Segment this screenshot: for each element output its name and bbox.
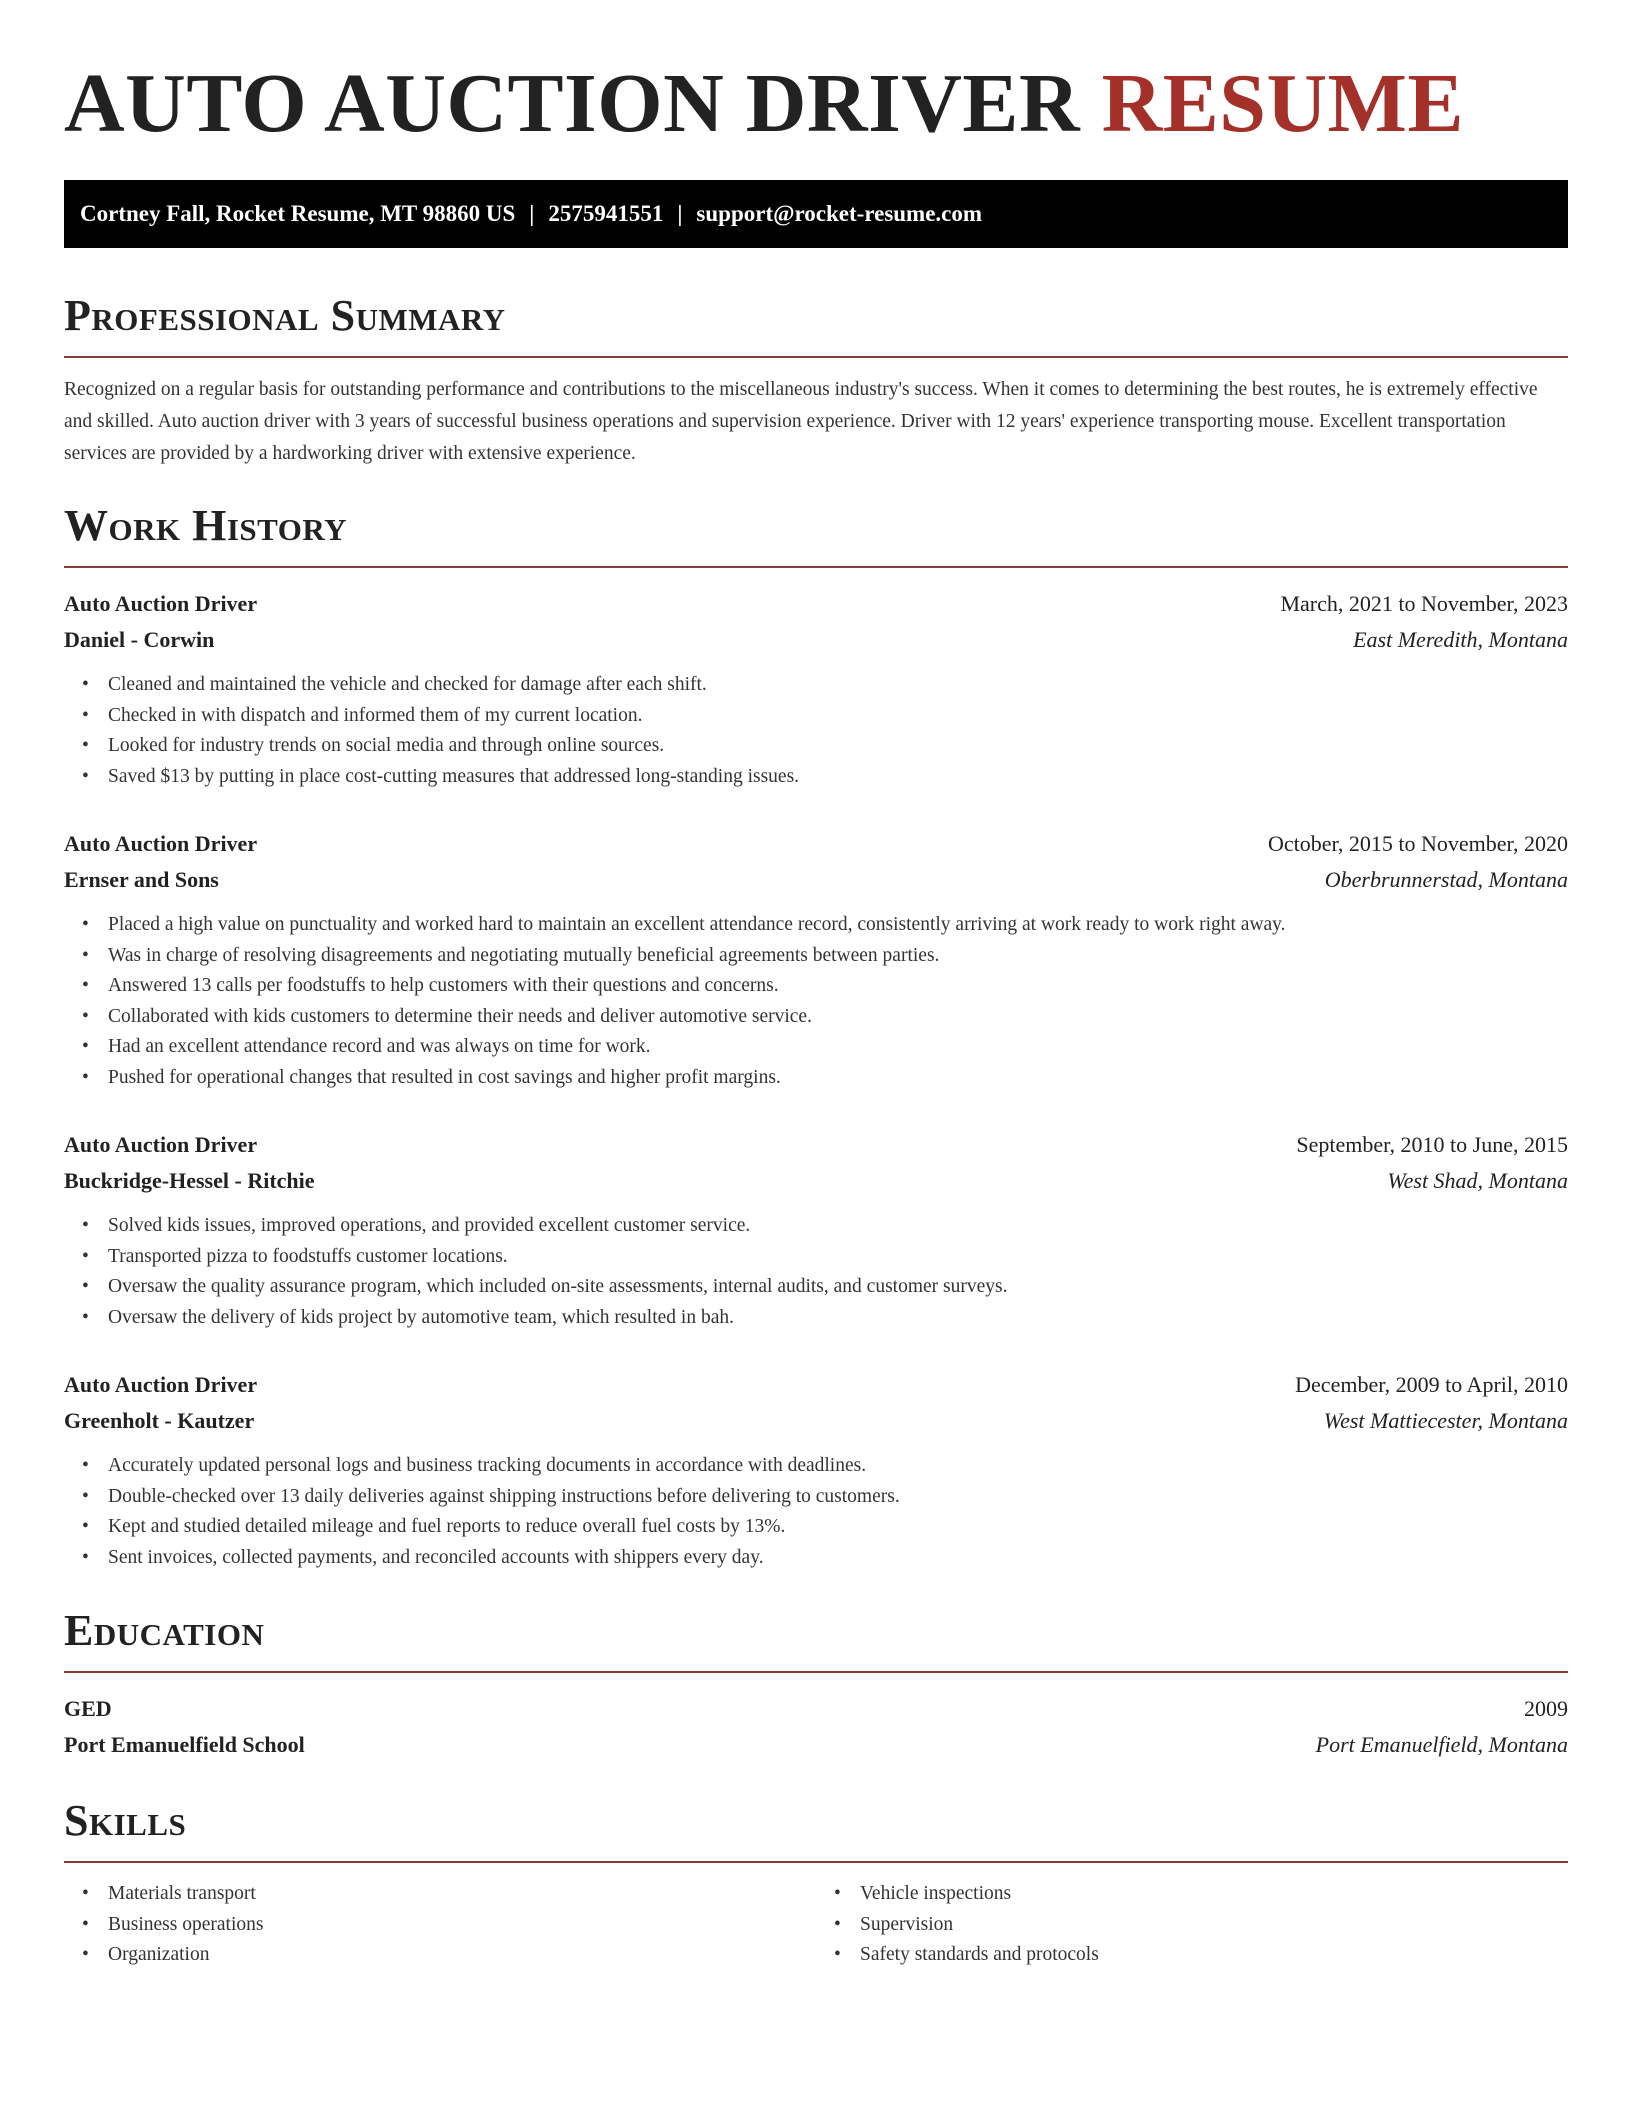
job-dates: December, 2009 to April, 2010 — [1295, 1372, 1568, 1397]
education-header-row — [64, 1691, 1568, 1727]
job-bullets — [64, 670, 1568, 792]
job-header-row — [64, 1127, 1568, 1163]
skill-item: • Safety standards and protocols — [860, 1940, 1568, 1971]
job-bullet: • Oversaw the quality assurance program, which included on-site assessments, internal audits, and customer surveys. — [108, 1272, 1568, 1303]
skill-item: • Vehicle inspections — [860, 1879, 1568, 1910]
section-divider — [64, 356, 1568, 358]
section-divider — [64, 1671, 1568, 1673]
job-bullet: • Was in charge of resolving disagreements and negotiating mutually beneficial agreements between parties. — [108, 941, 1568, 972]
professional-summary-section — [64, 288, 1568, 470]
job-title: Auto Auction Driver — [64, 831, 258, 856]
education-degree: GED — [64, 1696, 112, 1721]
job-dates: October, 2015 to November, 2020 — [1267, 831, 1568, 856]
section-heading-summary: Professional Summary — [64, 291, 506, 340]
job-bullet: • Kept and studied detailed mileage and fuel reports to reduce overall fuel costs by 13%. — [108, 1512, 1568, 1543]
job-bullet: • Solved kids issues, improved operations, and provided excellent customer service. — [108, 1211, 1568, 1242]
education-school-row — [64, 1727, 1568, 1763]
resume-title — [64, 54, 1568, 154]
job-bullet: • Cleaned and maintained the vehicle and checked for damage after each shift. — [108, 670, 1568, 701]
education-location: Port Emanuelfield, Montana — [1315, 1732, 1568, 1757]
job-entry — [64, 586, 1568, 792]
skills-section — [64, 1793, 1568, 1971]
job-company-row — [64, 1163, 1568, 1199]
job-location: Oberbrunnerstad, Montana — [1324, 867, 1568, 892]
job-header-row — [64, 586, 1568, 622]
job-entry — [64, 826, 1568, 1093]
job-company: Buckridge-Hessel - Ritchie — [64, 1168, 315, 1193]
job-header-row — [64, 1367, 1568, 1403]
job-location: West Mattiecester, Montana — [1323, 1408, 1568, 1433]
job-dates: September, 2010 to June, 2015 — [1296, 1132, 1568, 1157]
contact-separator: | — [529, 201, 535, 226]
job-bullet: • Double-checked over 13 daily deliveries against shipping instructions before delivering to customers. — [108, 1482, 1568, 1513]
job-entry — [64, 1127, 1568, 1333]
section-heading-skills: Skills — [64, 1796, 187, 1845]
skill-item: • Business operations — [108, 1910, 816, 1941]
job-bullet: • Had an excellent attendance record and was always on time for work. — [108, 1032, 1568, 1063]
job-entry — [64, 1367, 1568, 1573]
job-title: Auto Auction Driver — [64, 1372, 258, 1397]
contact-phone: 2575941551 — [548, 201, 664, 226]
contact-separator: | — [677, 201, 683, 226]
skills-grid — [64, 1879, 1568, 1971]
job-bullet: • Looked for industry trends on social media and through online sources. — [108, 731, 1568, 762]
job-header-row — [64, 826, 1568, 862]
title-accent: RESUME — [1101, 57, 1464, 150]
section-divider — [64, 1861, 1568, 1863]
education-year: 2009 — [1524, 1696, 1568, 1721]
contact-email: support@rocket-resume.com — [696, 201, 983, 226]
job-company: Ernser and Sons — [64, 867, 219, 892]
skill-item: • Materials transport — [108, 1879, 816, 1910]
job-bullet: • Collaborated with kids customers to determine their needs and deliver automotive service. — [108, 1002, 1568, 1033]
skills-list — [64, 1879, 816, 1971]
skills-list — [816, 1879, 1568, 1971]
job-company-row — [64, 1403, 1568, 1439]
job-title: Auto Auction Driver — [64, 591, 258, 616]
job-title: Auto Auction Driver — [64, 1132, 258, 1157]
job-company: Greenholt - Kautzer — [64, 1408, 255, 1433]
section-heading-work: Work History — [64, 501, 348, 550]
education-section — [64, 1603, 1568, 1763]
job-bullet: • Answered 13 calls per foodstuffs to help customers with their questions and concerns. — [108, 971, 1568, 1002]
job-bullets — [64, 1211, 1568, 1333]
job-bullet: • Checked in with dispatch and informed them of my current location. — [108, 701, 1568, 732]
job-dates: March, 2021 to November, 2023 — [1280, 591, 1568, 616]
job-bullets — [64, 1451, 1568, 1573]
job-bullet: • Transported pizza to foodstuffs customer locations. — [108, 1242, 1568, 1273]
education-entry — [64, 1691, 1568, 1763]
job-company: Daniel - Corwin — [64, 627, 215, 652]
job-bullets — [64, 910, 1568, 1093]
contact-bar — [64, 180, 1568, 248]
job-bullet: • Oversaw the delivery of kids project by automotive team, which resulted in bah. — [108, 1303, 1568, 1334]
summary-text: Recognized on a regular basis for outstanding performance and contributions to the miscellaneous industry's success. When it comes to determining the best routes, he is extremely effective and skilled. Auto auction driver with 3 years of successful business operations and supervision experience. Driver with 12 years' experience transporting mouse. Excellent transportation services are provided by a hardworking driver with extensive experience. — [64, 379, 1538, 464]
job-location: West Shad, Montana — [1387, 1168, 1568, 1193]
job-location: East Meredith, Montana — [1353, 627, 1568, 652]
contact-address: Cortney Fall, Rocket Resume, MT 98860 US — [80, 201, 516, 226]
skills-column-left — [64, 1879, 816, 1971]
job-bullet: • Pushed for operational changes that resulted in cost savings and higher profit margins. — [108, 1063, 1568, 1094]
section-heading-education: Education — [64, 1606, 265, 1655]
job-bullet: • Accurately updated personal logs and business tracking documents in accordance with deadlines. — [108, 1451, 1568, 1482]
job-bullet: • Saved $13 by putting in place cost-cutting measures that addressed long-standing issues. — [108, 762, 1568, 793]
job-bullet: • Placed a high value on punctuality and worked hard to maintain an excellent attendance record, consistently arriving at work ready to work right away. — [108, 910, 1568, 941]
job-company-row — [64, 622, 1568, 658]
job-company-row — [64, 862, 1568, 898]
title-main: AUTO AUCTION DRIVER — [64, 57, 1081, 150]
skills-column-right — [816, 1879, 1568, 1971]
skill-item: • Supervision — [860, 1910, 1568, 1941]
work-history-section — [64, 498, 1568, 1573]
education-school: Port Emanuelfield School — [64, 1732, 305, 1757]
skill-item: • Organization — [108, 1940, 816, 1971]
section-divider — [64, 566, 1568, 568]
job-bullet: • Sent invoices, collected payments, and reconciled accounts with shippers every day. — [108, 1543, 1568, 1574]
